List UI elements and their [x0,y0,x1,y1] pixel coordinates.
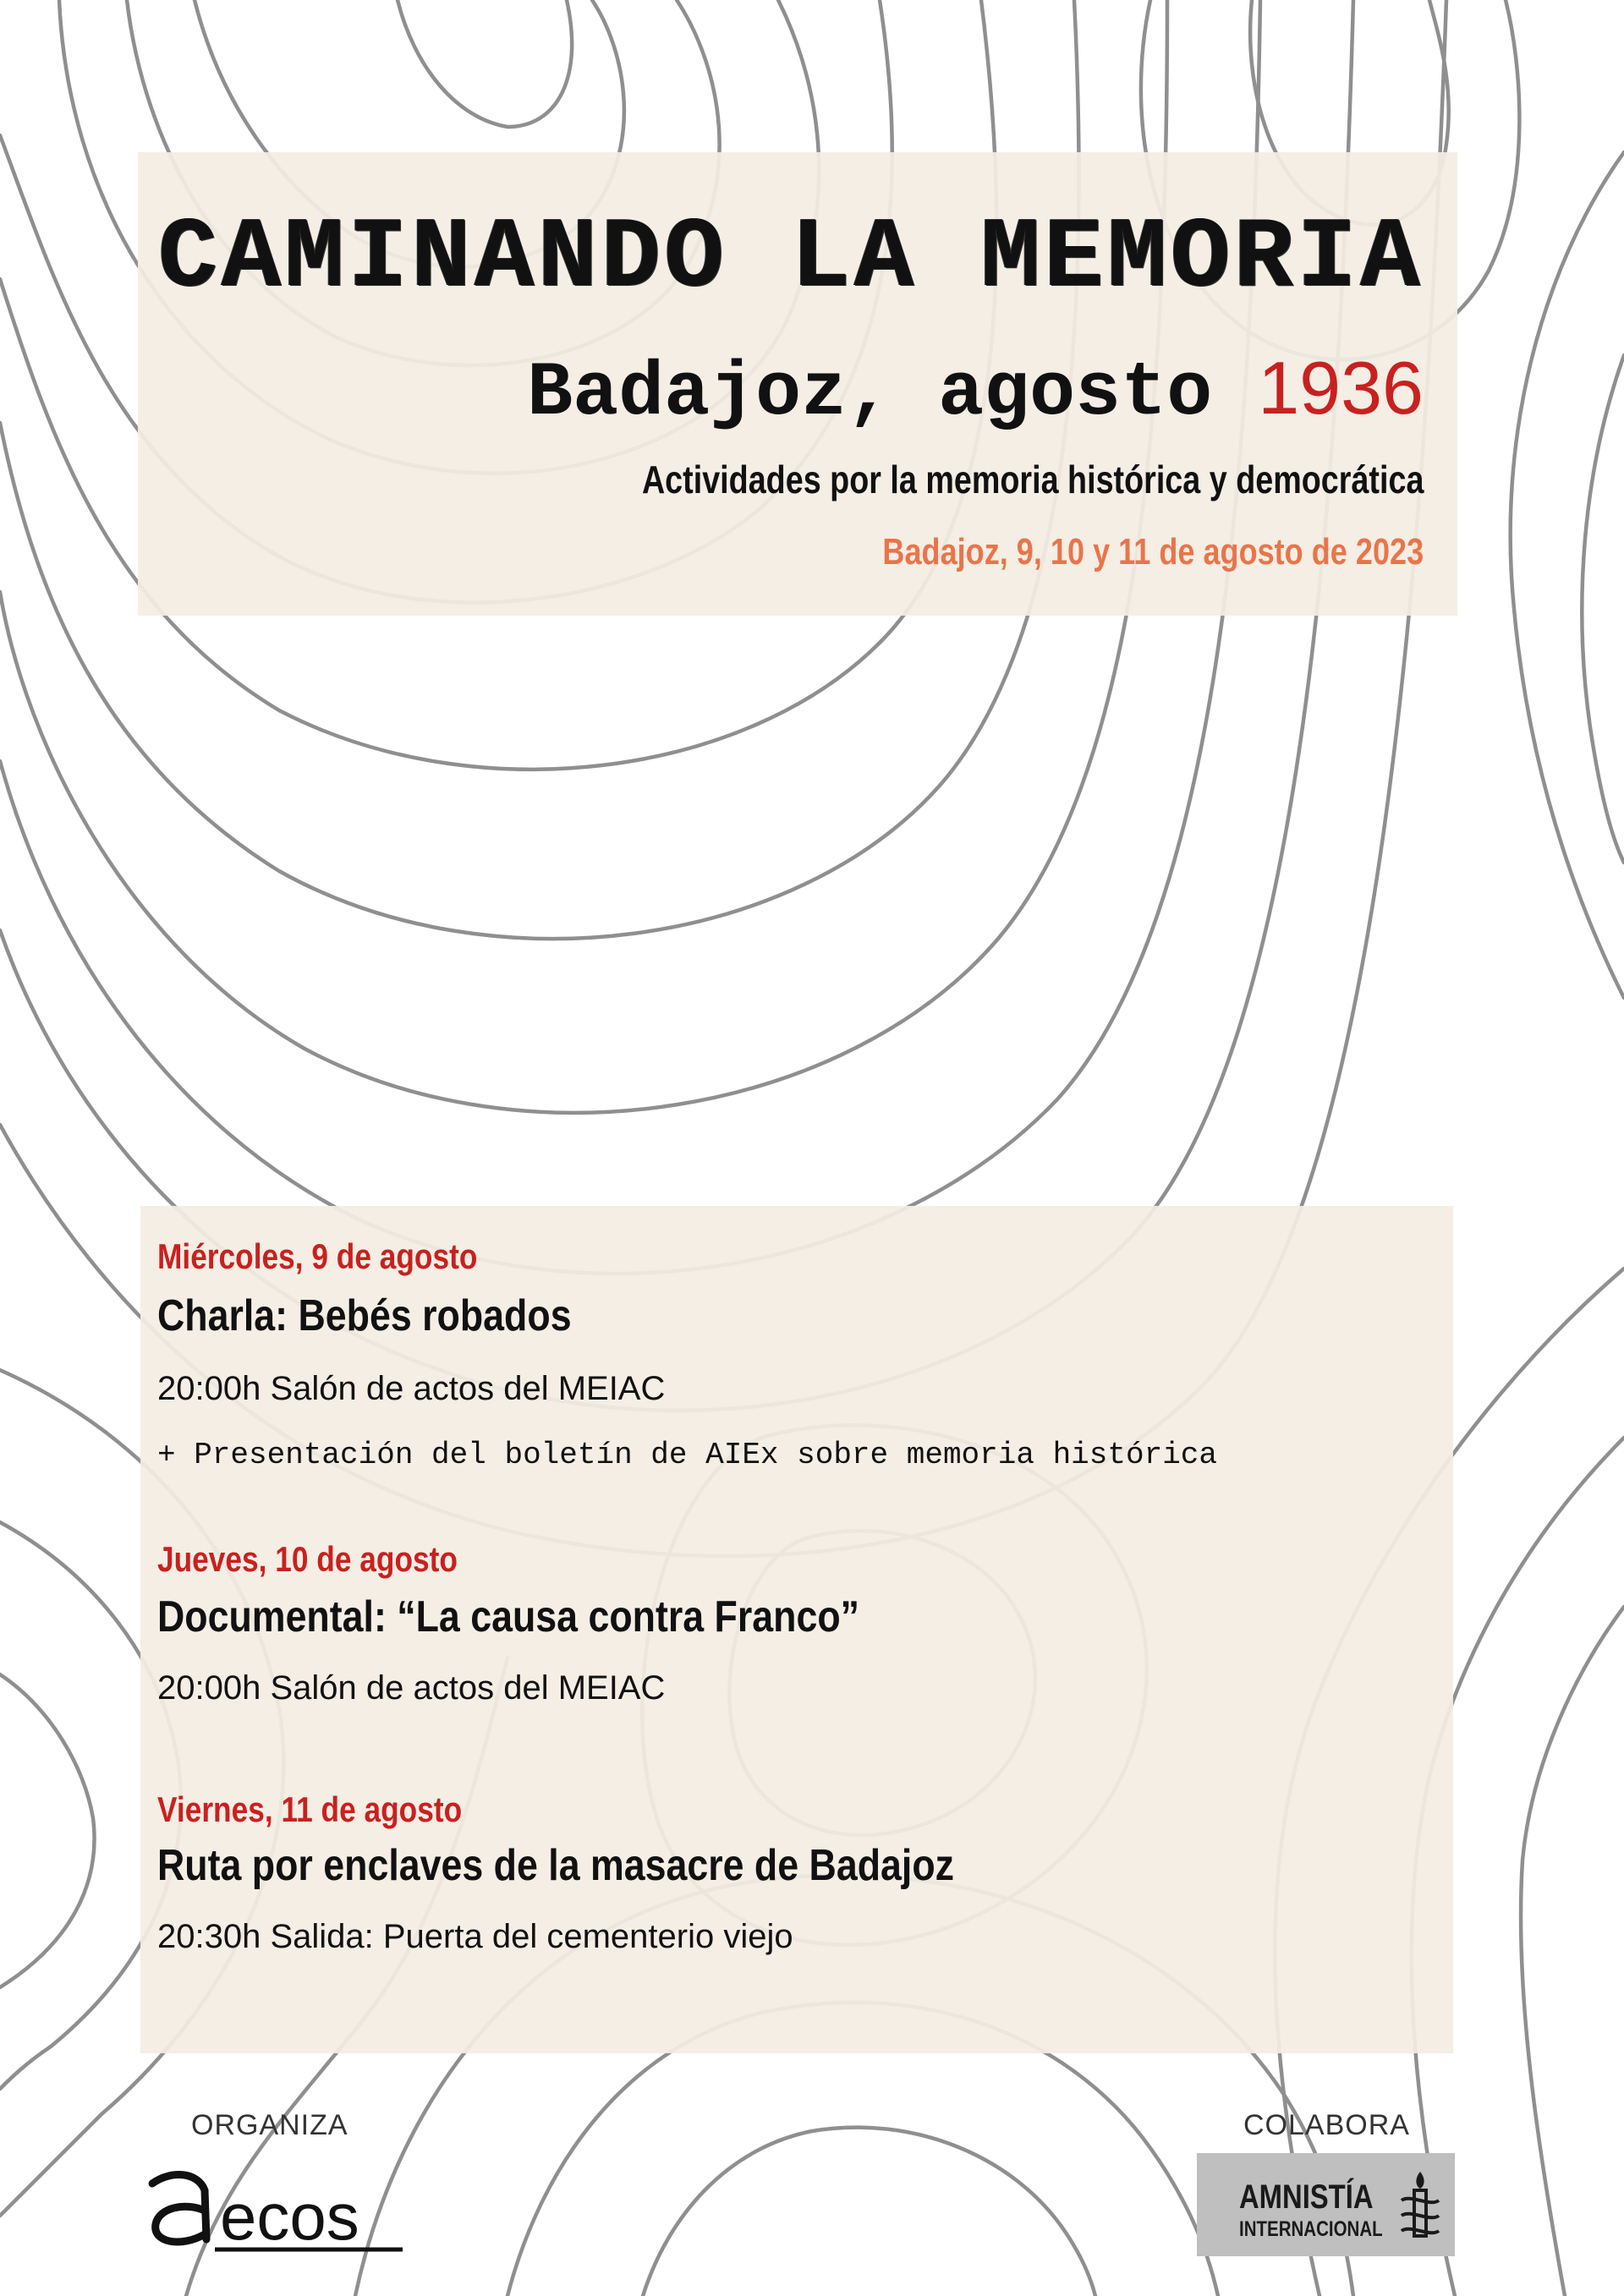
event-day: Viernes, 11 de agosto [157,1789,463,1829]
colabora-label: COLABORA [1243,2109,1410,2141]
ecos-logo [142,2165,413,2258]
event-day: Jueves, 10 de agosto [157,1539,458,1579]
event-title: Charla: Bebés robados [157,1291,572,1340]
ecos-logo-text: ecos [220,2179,359,2254]
header-panel [138,152,1457,616]
organiza-label: ORGANIZA [191,2109,348,2141]
subtitle-year: 1936 [1258,346,1424,430]
event-title: Ruta por enclaves de la masacre de Badajoz [157,1841,955,1890]
amnistia-logo-line1: AMNISTÍA [1239,2178,1374,2216]
amnistia-logo-line2: INTERNACIONAL [1239,2217,1383,2241]
subtitle [527,345,1424,437]
event-day: Miércoles, 9 de agosto [157,1236,478,1276]
events-panel [140,1206,1453,2053]
event-dates: Badajoz, 9, 10 y 11 de agosto de 2023 [882,531,1424,573]
event-detail: 20:00h Salón de actos del MEIAC [157,1669,666,1707]
event-title: Documental: “La causa contra Franco” [157,1592,860,1641]
tagline: Actividades por la memoria histórica y democrática [641,458,1424,501]
event-extra: + Presentación del boletín de AIEx sobre memoria histórica [157,1438,1218,1472]
event-detail: 20:00h Salón de actos del MEIAC [157,1370,666,1407]
subtitle-text: Badajoz, agosto [527,351,1213,437]
candle-icon [1398,2168,1442,2244]
page-title: CAMINANDO LA MEMORIA [157,203,1424,315]
amnistia-internacional-logo [1197,2153,1455,2256]
event-detail: 20:30h Salida: Puerta del cementerio viejo [157,1918,793,1955]
